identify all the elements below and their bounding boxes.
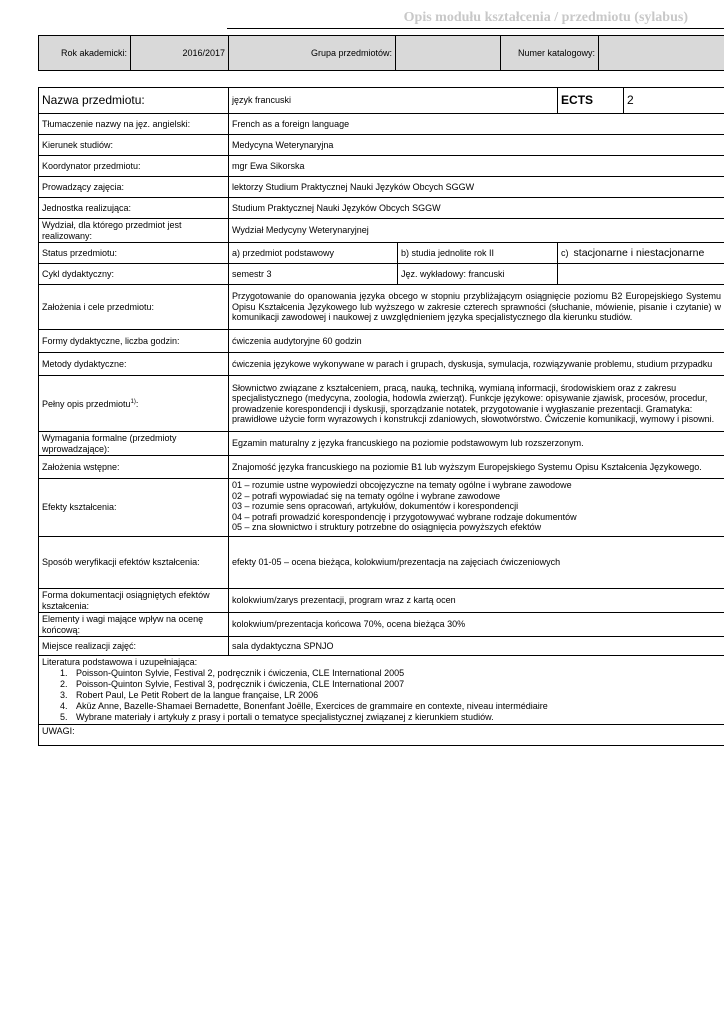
title-rule [227, 28, 724, 29]
outcomes-label: Efekty kształcenia: [39, 479, 229, 537]
outcome-item: 02 – potrafi wypowiadać się na tematy ogólne i wybrane zawodowe [232, 490, 501, 501]
course-name-value: język francuski [229, 88, 558, 114]
goals-value: Przygotowanie do opanowania języka obcego w stopniu przybliżającym osiągnięcie poziomu B2 Europejskiego Systemu Opisu Kształcenia Językowego lub wyższego w zakresie czterech sprawności (słuchanie, mówienie, pisanie i czytanie) w komunikacji zawodowej i naukowej z uwzględnieniem języka specjalistycznego dla kierunku studiów. [229, 285, 724, 330]
status-c-prefix: c) [561, 247, 569, 258]
prerequisites-value: Znajomość języka francuskiego na poziomie B1 lub wyższym Europejskiego Systemu Opisu Kształcenia Językowego. [229, 456, 724, 479]
description-value: Słownictwo związane z kształceniem, pracą, nauką, techniką, wymianą informacji, środowiskiem oraz z zakresu specjalistycznego (medycyna, zoologia, hodowla zwierząt). Funkcje językowe: opisywanie zjawisk, procesów, procedur, prowadzenie korespondencji i dyskusji, sporządzanie notatek, przygotowanie i wygłaszanie prezentacji. Gramatyka: prawidłowe użycie form wyrazowych i konstrukcji zdaniowych, słowotwórstwo. Ćwiczenie komunikacji, wymowy i pisowni. [229, 376, 724, 432]
documentation-label: Forma dokumentacji osiągniętych efektów kształcenia: [39, 589, 229, 613]
course-name-label: Nazwa przedmiotu: [39, 88, 229, 114]
status-label: Status przedmiotu: [39, 243, 229, 264]
prerequisites-label: Założenia wstępne: [39, 456, 229, 479]
literature-item: 4. Aküz Anne, Bazelle-Shamaei Bernadette, Bonenfant Joëlle, Exercices de grammaire en contexte, niveau intermédiaire [70, 701, 721, 712]
forms-value: ćwiczenia audytoryjne 60 godzin [229, 330, 724, 353]
methods-value: ćwiczenia językowe wykonywane w parach i grupach, dyskusja, symulacja, rozwiązywanie problemu, studium przypadku [229, 353, 724, 376]
verification-value: efekty 01-05 – ocena bieżąca, kolokwium/prezentacja na zajęciach ćwiczeniowych [229, 537, 724, 589]
place-value: sala dydaktyczna SPNJO [229, 637, 724, 656]
catalog-number-label: Numer katalogowy: [501, 36, 599, 71]
literature-item: 5. Wybrane materiały i artykuły z prasy i portali o tematyce specjalistycznej związanej z kierunkiem studiów. [70, 712, 721, 723]
coordinator-label: Koordynator przedmiotu: [39, 156, 229, 177]
description-footnote: 1) [130, 399, 136, 406]
weights-label: Elementy i wagi mające wpływ na ocenę końcową: [39, 613, 229, 637]
outcomes-value [229, 479, 724, 537]
status-a: a) przedmiot podstawowy [229, 243, 398, 264]
document-title: Opis modułu kształcenia / przedmiotu (sylabus) [403, 10, 688, 25]
cycle-value: semestr 3 [229, 264, 398, 285]
translation-label: Tłumaczenie nazwy na jęz. angielski: [39, 114, 229, 135]
cycle-label: Cykl dydaktyczny: [39, 264, 229, 285]
description-label: Pełny opis przedmiotu$^{1)}$: [39, 376, 229, 432]
teachers-label: Prowadzący zajęcia: [39, 177, 229, 198]
outcome-item: 05 – zna słownictwo i struktury potrzebne do osiągnięcia powyższych efektów [232, 522, 542, 532]
status-c-value: stacjonarne i niestacjonarne [573, 246, 705, 259]
syllabus-table [38, 87, 724, 746]
weights-value: kolokwium/prezentacja końcowa 70%, ocena bieżąca 30% [229, 613, 724, 637]
academic-year-label: Rok akademicki: [39, 36, 131, 71]
verification-label: Sposób weryfikacji efektów kształcenia: [39, 537, 229, 589]
notes-section [39, 724, 724, 745]
catalog-number-value [599, 36, 724, 71]
unit-value: Studium Praktycznej Nauki Języków Obcych SGGW [229, 198, 724, 219]
methods-label: Metody dydaktyczne: [39, 353, 229, 376]
field-of-study-value: Medycyna Weterynaryjna [229, 135, 724, 156]
literature-list [42, 668, 721, 723]
outcome-item: 04 – potrafi prowadzić korespondencję i przygotowywać wybrane rodzaje dokumentów [232, 511, 577, 522]
literature-item: 3. Robert Paul, Le Petit Robert de la langue française, LR 2006 [70, 690, 721, 701]
status-c [558, 243, 724, 264]
literature-section [39, 656, 724, 725]
status-b: b) studia jednolite rok II [398, 243, 558, 264]
academic-info-table [38, 35, 724, 71]
teachers-value: lektorzy Studium Praktycznej Nauki Języków Obcych SGGW [229, 177, 724, 198]
goals-label: Założenia i cele przedmiotu: [39, 285, 229, 330]
notes-label: UWAGI: [42, 725, 75, 736]
faculty-value: Wydział Medycyny Weterynaryjnej [229, 219, 724, 243]
ects-label: ECTS [558, 88, 624, 114]
formal-requirements-value: Egzamin maturalny z języka francuskiego na poziomie podstawowym lub rozszerzonym. [229, 432, 724, 456]
outcome-item: 01 – rozumie ustne wypowiedzi obcojęzyczne na tematy ogólne i wybrane zawodowe [232, 480, 572, 490]
description-label-text: Pełny opis przedmiotu [42, 399, 131, 410]
ects-value: 2 [624, 88, 724, 114]
coordinator-value: mgr Ewa Sikorska [229, 156, 724, 177]
documentation-value: kolokwium/zarys prezentacji, program wraz z kartą ocen [229, 589, 724, 613]
literature-label: Literatura podstawowa i uzupełniająca: [42, 657, 198, 667]
subject-group-label: Grupa przedmiotów: [229, 36, 396, 71]
subject-group-value [396, 36, 501, 71]
academic-year-value: 2016/2017 [131, 36, 229, 71]
formal-requirements-label: Wymagania formalne (przedmioty wprowadzające): [39, 432, 229, 456]
literature-item: 2. Poisson-Quinton Sylvie, Festival 3, podręcznik i ćwiczenia, CLE International 2007 [70, 679, 721, 690]
unit-label: Jednostka realizująca: [39, 198, 229, 219]
lecture-language: Jęz. wykładowy: francuski [398, 264, 558, 285]
faculty-label: Wydział, dla którego przedmiot jest realizowany: [39, 219, 229, 243]
outcome-item: 03 – rozumie sens opracowań, artykułów, dokumentów i korespondencji [232, 501, 519, 511]
forms-label: Formy dydaktyczne, liczba godzin: [39, 330, 229, 353]
field-of-study-label: Kierunek studiów: [39, 135, 229, 156]
cycle-empty-cell [558, 264, 724, 285]
literature-item: 1. Poisson-Quinton Sylvie, Festival 2, podręcznik i ćwiczenia, CLE International 2005 [70, 668, 721, 679]
translation-value: French as a foreign language [229, 114, 724, 135]
place-label: Miejsce realizacji zajęć: [39, 637, 229, 656]
